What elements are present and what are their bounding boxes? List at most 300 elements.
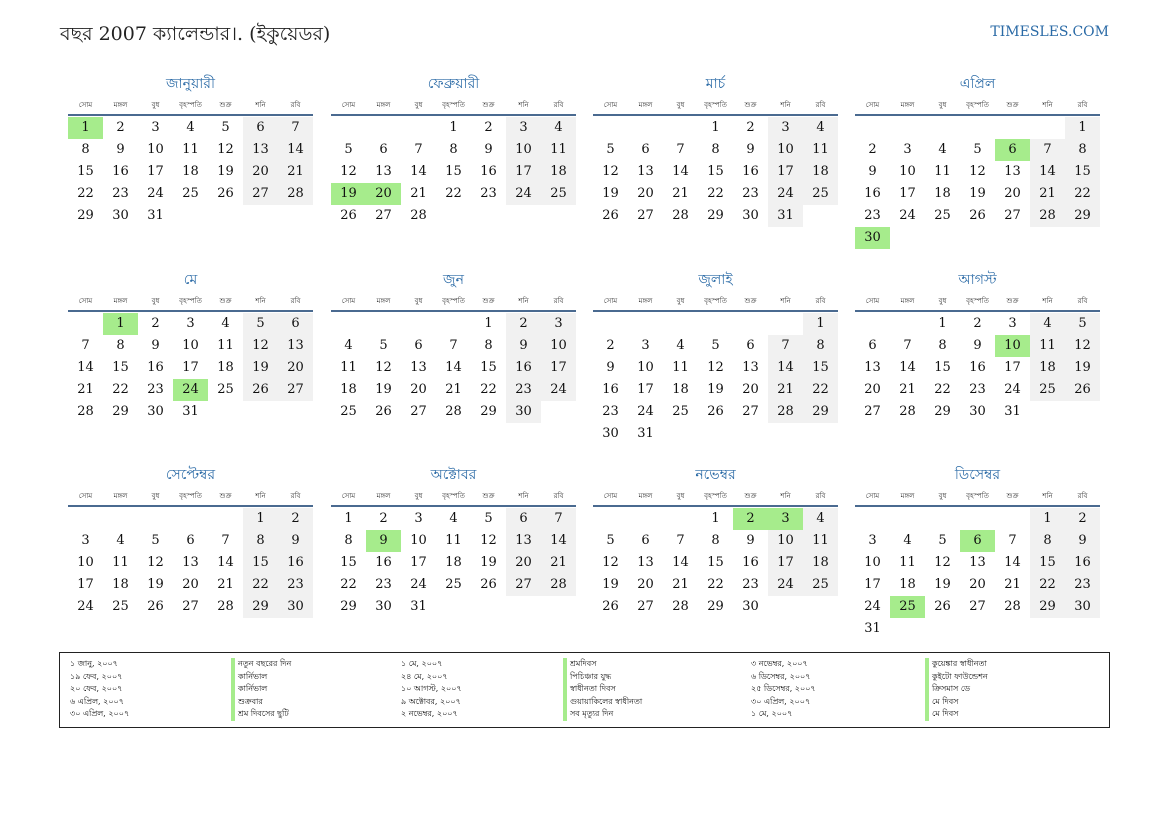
day-cell: 12 — [480, 533, 497, 548]
day-cell: 30 — [742, 599, 759, 614]
weekday-label: রবি — [1077, 492, 1088, 500]
day-cell: 14 — [1030, 161, 1065, 183]
day-cell: 20 — [243, 161, 278, 183]
day-cell: 6 — [414, 338, 423, 353]
day-cell: 23 — [278, 574, 313, 596]
legend-holiday-name: কুইটো ফাউন্ডেশন — [925, 671, 988, 684]
day-cell: 28 — [445, 404, 462, 419]
day-cell: 10 — [768, 139, 803, 161]
legend-name-column — [563, 658, 642, 721]
weekday-label: রবি — [1077, 297, 1088, 305]
day-grid — [855, 313, 1100, 423]
day-cell: 29 — [1065, 205, 1100, 227]
weekday-label: শনি — [518, 101, 529, 109]
day-cell: 30 — [147, 404, 164, 419]
day-cell: 10 — [768, 530, 803, 552]
day-cell: 6 — [186, 533, 195, 548]
day-cell: 18 — [803, 552, 838, 574]
weekday-label: বুধ — [151, 297, 160, 305]
day-cell: 4 — [344, 338, 353, 353]
legend-holiday-name: কার্নিভাল — [231, 671, 291, 684]
day-cell: 19 — [243, 357, 278, 379]
weekday-label: শনি — [1042, 297, 1053, 305]
empty-cell — [628, 117, 663, 139]
day-cell: 18 — [803, 161, 838, 183]
day-cell: 17 — [506, 161, 541, 183]
day-cell: 26 — [602, 208, 619, 223]
day-cell: 4 — [449, 511, 458, 526]
day-cell: 11 — [899, 555, 916, 570]
day-cell: 19 — [602, 577, 619, 592]
day-cell: 5 — [606, 533, 615, 548]
day-cell: 13 — [278, 335, 313, 357]
weekday-label: রবি — [290, 297, 301, 305]
day-grid — [593, 313, 838, 445]
weekday-label: শুক্র — [482, 101, 495, 109]
empty-cell — [698, 313, 733, 335]
day-cell: 21 — [410, 186, 427, 201]
day-cell: 3 — [506, 117, 541, 139]
day-cell: 27 — [243, 183, 278, 205]
weekday-label: সোম — [603, 297, 618, 305]
day-cell: 8 — [116, 338, 125, 353]
day-cell: 28 — [1004, 599, 1021, 614]
day-cell: 28 — [672, 599, 689, 614]
empty-cell — [995, 508, 1030, 530]
site-link[interactable]: TIMESLES.COM — [990, 24, 1109, 40]
weekday-label: সোম — [865, 492, 880, 500]
day-cell: 2 — [506, 313, 541, 335]
day-cell: 26 — [707, 404, 724, 419]
day-cell: 20 — [1004, 186, 1021, 201]
day-cell: 23 — [147, 382, 164, 397]
day-cell: 21 — [672, 577, 689, 592]
day-cell: 24 — [768, 183, 803, 205]
day-cell: 16 — [112, 164, 129, 179]
weekday-header — [331, 487, 576, 507]
day-cell: 22 — [77, 186, 94, 201]
legend-date: ১ মে, ২০০৭ — [751, 709, 793, 718]
day-cell: 16 — [375, 555, 392, 570]
day-cell: 18 — [112, 577, 129, 592]
weekday-label: শনি — [780, 101, 791, 109]
day-grid — [855, 508, 1100, 640]
day-cell: 31 — [637, 426, 654, 441]
day-cell: 15 — [707, 555, 724, 570]
day-cell: 28 — [217, 599, 234, 614]
weekday-label: বৃহস্পতি — [179, 492, 202, 500]
day-cell: 22 — [112, 382, 129, 397]
day-cell: 8 — [243, 530, 278, 552]
day-cell: 15 — [243, 552, 278, 574]
day-cell: 21 — [445, 382, 462, 397]
page-title: বছর 2007 ক্যালেন্ডার।. (ইকুয়েডর) — [60, 23, 331, 45]
day-cell: 10 — [899, 164, 916, 179]
day-cell: 6 — [641, 142, 650, 157]
legend-date-column — [70, 658, 129, 721]
day-cell: 1 — [803, 313, 838, 335]
day-cell: 4 — [1030, 313, 1065, 335]
day-cell: 9 — [484, 142, 493, 157]
day-grid — [68, 508, 313, 618]
day-cell: 25 — [1030, 379, 1065, 401]
weekday-label: সোম — [78, 297, 93, 305]
day-cell: 20 — [637, 577, 654, 592]
day-cell: 12 — [147, 555, 164, 570]
weekday-label: রবি — [290, 101, 301, 109]
day-cell: 29 — [707, 208, 724, 223]
day-cell: 5 — [711, 338, 720, 353]
day-cell: 9 — [606, 360, 615, 375]
weekday-label: বুধ — [938, 101, 947, 109]
day-cell: 3 — [81, 533, 90, 548]
day-cell: 24 — [541, 379, 576, 401]
day-cell: 7 — [903, 338, 912, 353]
legend-holiday-name: শ্রম দিবসের ছুটি — [231, 708, 291, 721]
legend-date: ২৪ মে, ২০০৭ — [401, 671, 448, 681]
weekday-label: শনি — [255, 297, 266, 305]
holiday-day-cell: 24 — [173, 379, 208, 401]
day-cell: 1 — [711, 511, 720, 526]
day-cell: 17 — [864, 577, 881, 592]
weekday-label: শনি — [1042, 492, 1053, 500]
day-cell: 19 — [375, 382, 392, 397]
weekday-label: শনি — [255, 101, 266, 109]
day-cell: 26 — [934, 599, 951, 614]
day-cell: 29 — [934, 404, 951, 419]
day-cell: 26 — [147, 599, 164, 614]
weekday-label: বৃহস্পতি — [966, 297, 989, 305]
day-cell: 20 — [506, 552, 541, 574]
day-cell: 30 — [112, 208, 129, 223]
day-cell: 22 — [480, 382, 497, 397]
day-cell: 13 — [742, 360, 759, 375]
weekday-header — [331, 292, 576, 312]
holiday-legend — [59, 652, 1110, 728]
legend-name-column — [231, 658, 291, 721]
day-cell: 11 — [112, 555, 129, 570]
weekday-label: বুধ — [938, 492, 947, 500]
day-cell: 3 — [186, 316, 195, 331]
day-cell: 23 — [506, 379, 541, 401]
day-grid — [593, 508, 838, 618]
day-cell: 4 — [903, 533, 912, 548]
empty-cell — [401, 117, 436, 139]
day-cell: 12 — [375, 360, 392, 375]
day-cell: 8 — [449, 142, 458, 157]
day-cell: 3 — [903, 142, 912, 157]
day-cell: 17 — [147, 164, 164, 179]
day-cell: 24 — [410, 577, 427, 592]
day-cell: 24 — [147, 186, 164, 201]
day-cell: 27 — [637, 208, 654, 223]
day-cell: 11 — [803, 530, 838, 552]
empty-cell — [1030, 117, 1065, 139]
weekday-label: বৃহস্পতি — [442, 297, 465, 305]
empty-cell — [331, 117, 366, 139]
empty-cell — [173, 508, 208, 530]
empty-cell — [593, 117, 628, 139]
day-cell: 5 — [344, 142, 353, 157]
day-cell: 28 — [541, 574, 576, 596]
day-cell: 20 — [742, 382, 759, 397]
day-cell: 25 — [340, 404, 357, 419]
weekday-label: রবি — [815, 297, 826, 305]
weekday-label: বুধ — [414, 492, 423, 500]
day-cell: 23 — [742, 577, 759, 592]
weekday-label: সোম — [865, 101, 880, 109]
day-cell: 29 — [480, 404, 497, 419]
legend-holiday-name: কুয়েঙ্কার স্বাধীনতা — [925, 658, 988, 671]
day-cell: 20 — [864, 382, 881, 397]
day-cell: 2 — [973, 316, 982, 331]
weekday-label: রবি — [553, 297, 564, 305]
day-cell: 21 — [217, 577, 234, 592]
day-cell: 22 — [1030, 574, 1065, 596]
day-cell: 27 — [864, 404, 881, 419]
day-cell: 3 — [541, 313, 576, 335]
empty-cell — [593, 508, 628, 530]
day-cell: 20 — [182, 577, 199, 592]
day-cell: 31 — [182, 404, 199, 419]
day-cell: 8 — [938, 338, 947, 353]
empty-cell — [925, 508, 960, 530]
weekday-label: মঙ্গল — [900, 101, 915, 109]
day-cell: 14 — [672, 164, 689, 179]
day-cell: 4 — [676, 338, 685, 353]
weekday-label: রবি — [553, 492, 564, 500]
day-cell: 13 — [375, 164, 392, 179]
day-cell: 23 — [112, 186, 129, 201]
month-name: সেপ্টেম্বর — [165, 467, 216, 483]
month-block — [331, 74, 576, 227]
day-cell: 1 — [484, 316, 493, 331]
day-cell: 25 — [182, 186, 199, 201]
holiday-day-cell: 19 — [331, 183, 366, 205]
day-cell: 25 — [672, 404, 689, 419]
day-cell: 3 — [868, 533, 877, 548]
weekday-label: সোম — [341, 297, 356, 305]
legend-holiday-name: কার্নিভাল — [231, 683, 291, 696]
day-cell: 22 — [1065, 183, 1100, 205]
holiday-day-cell: 3 — [768, 508, 803, 530]
day-cell: 10 — [77, 555, 94, 570]
month-name: জুলাই — [698, 272, 733, 288]
day-cell: 28 — [1030, 205, 1065, 227]
day-cell: 14 — [77, 360, 94, 375]
day-cell: 22 — [243, 574, 278, 596]
day-cell: 9 — [1065, 530, 1100, 552]
day-cell: 12 — [217, 142, 234, 157]
weekday-label: রবি — [290, 492, 301, 500]
empty-cell — [663, 508, 698, 530]
day-cell: 18 — [340, 382, 357, 397]
day-cell: 14 — [278, 139, 313, 161]
day-cell: 27 — [375, 208, 392, 223]
day-cell: 21 — [77, 382, 94, 397]
holiday-day-cell: 6 — [995, 139, 1030, 161]
day-cell: 13 — [410, 360, 427, 375]
legend-holiday-name: শ্রমদিবস — [563, 658, 642, 671]
day-cell: 7 — [81, 338, 90, 353]
weekday-label: সোম — [341, 492, 356, 500]
day-cell: 19 — [707, 382, 724, 397]
day-cell: 28 — [768, 401, 803, 423]
weekday-label: সোম — [78, 101, 93, 109]
legend-holiday-name: মে দিবস — [925, 696, 988, 709]
day-cell: 11 — [182, 142, 199, 157]
empty-cell — [628, 508, 663, 530]
weekday-header — [68, 487, 313, 507]
day-cell: 14 — [672, 555, 689, 570]
day-cell: 27 — [182, 599, 199, 614]
weekday-label: সোম — [603, 492, 618, 500]
month-name: এপ্রিল — [959, 76, 996, 92]
legend-holiday-name: স্বাধীনতা দিবস — [563, 683, 642, 696]
weekday-label: রবি — [815, 101, 826, 109]
weekday-label: সোম — [603, 101, 618, 109]
day-cell: 3 — [641, 338, 650, 353]
weekday-label: মঙ্গল — [638, 492, 653, 500]
day-cell: 8 — [711, 142, 720, 157]
day-cell: 5 — [221, 120, 230, 135]
legend-holiday-name: নতুন বছরের দিন — [231, 658, 291, 671]
weekday-label: শনি — [780, 297, 791, 305]
day-cell: 6 — [243, 117, 278, 139]
day-cell: 16 — [147, 360, 164, 375]
day-cell: 1 — [938, 316, 947, 331]
day-cell: 29 — [1030, 596, 1065, 618]
day-cell: 28 — [672, 208, 689, 223]
day-cell: 24 — [637, 404, 654, 419]
day-cell: 5 — [379, 338, 388, 353]
day-cell: 4 — [938, 142, 947, 157]
day-cell: 3 — [151, 120, 160, 135]
day-cell: 7 — [278, 117, 313, 139]
month-name: জানুয়ারী — [166, 76, 215, 92]
day-cell: 9 — [868, 164, 877, 179]
weekday-label: শুক্র — [1006, 297, 1019, 305]
holiday-day-cell: 30 — [855, 227, 890, 249]
day-cell: 7 — [676, 533, 685, 548]
weekday-label: শুক্র — [482, 492, 495, 500]
holiday-day-cell: 6 — [960, 530, 995, 552]
day-cell: 29 — [243, 596, 278, 618]
day-cell: 15 — [803, 357, 838, 379]
weekday-header — [855, 96, 1100, 116]
day-cell: 20 — [637, 186, 654, 201]
day-cell: 24 — [506, 183, 541, 205]
day-cell: 12 — [969, 164, 986, 179]
month-block — [331, 270, 576, 423]
legend-holiday-name: সব মৃত্যুর দিন — [563, 708, 642, 721]
day-cell: 16 — [969, 360, 986, 375]
empty-cell — [208, 508, 243, 530]
day-cell: 15 — [112, 360, 129, 375]
day-cell: 5 — [1065, 313, 1100, 335]
day-cell: 13 — [243, 139, 278, 161]
day-cell: 18 — [899, 577, 916, 592]
day-cell: 12 — [934, 555, 951, 570]
day-cell: 31 — [410, 599, 427, 614]
day-cell: 23 — [1065, 574, 1100, 596]
day-cell: 10 — [864, 555, 881, 570]
day-cell: 12 — [602, 164, 619, 179]
day-cell: 5 — [973, 142, 982, 157]
day-cell: 6 — [641, 533, 650, 548]
empty-cell — [401, 313, 436, 335]
day-cell: 15 — [1030, 552, 1065, 574]
legend-holiday-name: ক্রিসমাস ডে — [925, 683, 988, 696]
legend-date: ৯ অক্টোবর, ২০০৭ — [401, 696, 461, 706]
legend-date-column — [401, 658, 462, 721]
month-block — [68, 465, 313, 618]
month-block — [593, 465, 838, 618]
day-cell: 21 — [1030, 183, 1065, 205]
day-cell: 11 — [803, 139, 838, 161]
day-cell: 24 — [899, 208, 916, 223]
weekday-label: রবি — [1077, 101, 1088, 109]
legend-date: ১০ আগস্ট, ২০০৭ — [401, 684, 462, 693]
month-block — [68, 74, 313, 227]
day-cell: 9 — [973, 338, 982, 353]
weekday-label: রবি — [815, 492, 826, 500]
day-grid — [331, 117, 576, 227]
day-cell: 7 — [221, 533, 230, 548]
day-cell: 21 — [278, 161, 313, 183]
day-cell: 14 — [899, 360, 916, 375]
day-cell: 21 — [768, 379, 803, 401]
weekday-label: বুধ — [938, 297, 947, 305]
empty-cell — [68, 508, 103, 530]
day-cell: 4 — [803, 117, 838, 139]
month-block — [855, 270, 1100, 423]
day-cell: 17 — [1004, 360, 1021, 375]
legend-date: ২০ ফেব, ২০০৭ — [70, 684, 123, 693]
day-cell: 12 — [340, 164, 357, 179]
day-cell: 11 — [1030, 335, 1065, 357]
weekday-label: বৃহস্পতি — [704, 101, 727, 109]
weekday-label: শুক্র — [744, 492, 757, 500]
empty-cell — [663, 117, 698, 139]
weekday-label: সোম — [865, 297, 880, 305]
day-cell: 23 — [969, 382, 986, 397]
day-cell: 19 — [934, 577, 951, 592]
weekday-label: মঙ্গল — [376, 101, 391, 109]
day-cell: 7 — [1008, 533, 1017, 548]
day-cell: 30 — [278, 596, 313, 618]
day-cell: 22 — [340, 577, 357, 592]
month-name: মে — [183, 272, 198, 288]
empty-cell — [366, 313, 401, 335]
day-cell: 10 — [410, 533, 427, 548]
day-cell: 8 — [711, 533, 720, 548]
weekday-label: শনি — [518, 492, 529, 500]
day-cell: 16 — [742, 164, 759, 179]
month-name: নভেম্বর — [695, 467, 736, 483]
day-cell: 6 — [278, 313, 313, 335]
day-cell: 30 — [375, 599, 392, 614]
day-cell: 8 — [1065, 139, 1100, 161]
month-block — [68, 270, 313, 423]
day-cell: 18 — [672, 382, 689, 397]
legend-date: ১ জানু, ২০০৭ — [70, 659, 118, 668]
day-cell: 14 — [410, 164, 427, 179]
day-cell: 3 — [768, 117, 803, 139]
day-cell: 23 — [602, 404, 619, 419]
day-cell: 15 — [934, 360, 951, 375]
legend-date: ১৯ ফেব, ২০০৭ — [70, 671, 123, 681]
